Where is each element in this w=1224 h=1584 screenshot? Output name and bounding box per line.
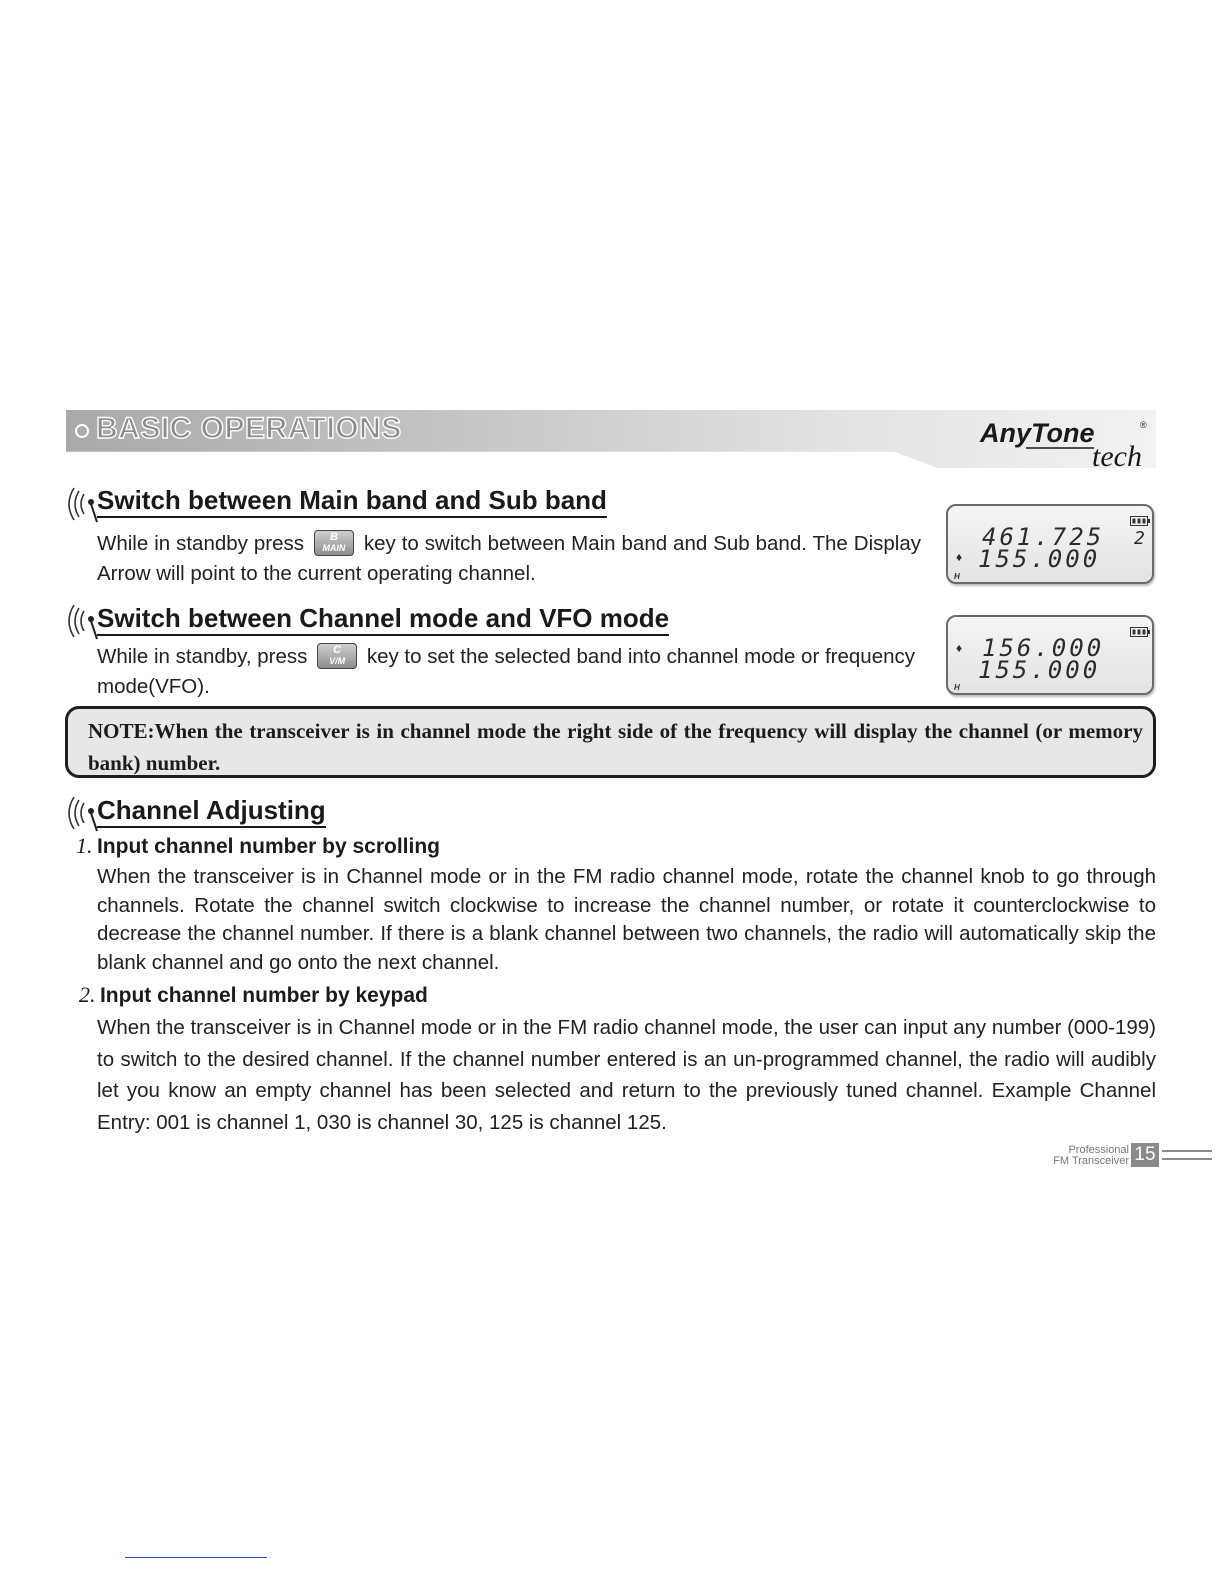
- section-title-main-sub-band: Switch between Main band and Sub band: [97, 485, 607, 518]
- page-title: BASIC OPERATIONS: [96, 412, 402, 445]
- key-sublabel: MAIN: [322, 542, 346, 553]
- display-arrow-icon: ♦: [956, 641, 963, 655]
- svg-text:AnyTone: AnyTone: [980, 418, 1095, 448]
- section-text-part: key to switch between Main band and Sub band. The Display Arrow will point to the current operating channel.: [97, 532, 921, 585]
- lcd-frequency-line2: 155.000: [978, 545, 1101, 573]
- subsection-heading-keypad: [79, 982, 428, 1008]
- section-text-part: key to set the selected band into channel mode or frequency mode(VFO).: [97, 645, 916, 698]
- footer-label-professional: Professional: [1068, 1144, 1129, 1156]
- lcd-frequency-line1: 156.000: [982, 634, 1105, 662]
- lcd-frequency-line1: 461.725: [982, 523, 1105, 551]
- lcd-power-indicator: H: [954, 572, 960, 581]
- footer-label-fm-transceiver: FM Transceiver: [1053, 1155, 1129, 1167]
- battery-icon: [1130, 627, 1150, 637]
- signal-wave-icon: [64, 601, 98, 641]
- subsection-text-scrolling: When the transceiver is in Channel mode or in the FM radio channel mode, rotate the channel knob to go through channels. Rotate the channel switch clockwise to increase the channel number, or rotate it counterclockwise to decrease the channel number. If there is a blank channel between two channels, the radio will automatically skip the blank channel and go onto the next channel.: [97, 865, 1156, 974]
- key-sublabel: V/M: [329, 655, 346, 666]
- svg-text:tech: tech: [1092, 440, 1142, 473]
- section-text-channel-vfo: [97, 642, 915, 702]
- subsection-number: 1.: [76, 833, 93, 858]
- header-bullet-icon: [75, 424, 89, 438]
- subsection-title: Input channel number by scrolling: [96, 835, 440, 858]
- key-label: B: [329, 530, 338, 543]
- lcd-display-main-sub: [946, 504, 1154, 584]
- subsection-text-keypad: When the transceiver is in Channel mode or in the FM radio channel mode, the user can input any number (000-199) to switch to the desired channel. If the channel number entered is an un-programmed channel, the radio will audibly let you know an empty channel has been selected and return to the previously tuned channel. Example Channel Entry: 001 is channel 1, 030 is channel 30, 125 is channel 125.: [97, 1016, 1156, 1134]
- section-title-channel-adjusting: Channel Adjusting: [97, 795, 326, 828]
- signal-wave-icon: [64, 793, 98, 833]
- subsection-number: 2.: [79, 982, 96, 1007]
- key-label: C: [333, 643, 342, 656]
- subsection-heading-scrolling: [76, 833, 440, 859]
- section-text-part: While in standby, press: [97, 645, 308, 668]
- lcd-channel-number: 2: [1134, 528, 1145, 549]
- page-number: 15: [1131, 1143, 1159, 1167]
- lcd-power-indicator: H: [954, 683, 960, 692]
- section-text-main-sub-band: [97, 529, 921, 589]
- section-title-channel-vfo: Switch between Channel mode and VFO mode: [97, 603, 669, 636]
- vm-key-icon: [317, 643, 357, 669]
- main-key-icon: [314, 530, 354, 556]
- signal-wave-icon: [64, 484, 98, 524]
- section-text-part: While in standby press: [97, 532, 304, 555]
- bottom-link-rule: [125, 1557, 267, 1558]
- subsection-title: Input channel number by keypad: [99, 984, 428, 1007]
- battery-icon: [1130, 516, 1150, 526]
- anytone-logo: [976, 412, 1156, 474]
- footer-rule-bottom: [1162, 1158, 1212, 1160]
- note-box: NOTE:When the transceiver is in channel mode the right side of the frequency will display the channel (or memory bank) number.: [65, 706, 1156, 778]
- display-arrow-icon: ♦: [956, 550, 963, 564]
- footer-rule-top: [1162, 1150, 1212, 1152]
- lcd-frequency-line2: 155.000: [978, 656, 1101, 684]
- svg-text:®: ®: [1140, 420, 1147, 430]
- lcd-display-channel-vfo: [946, 615, 1154, 695]
